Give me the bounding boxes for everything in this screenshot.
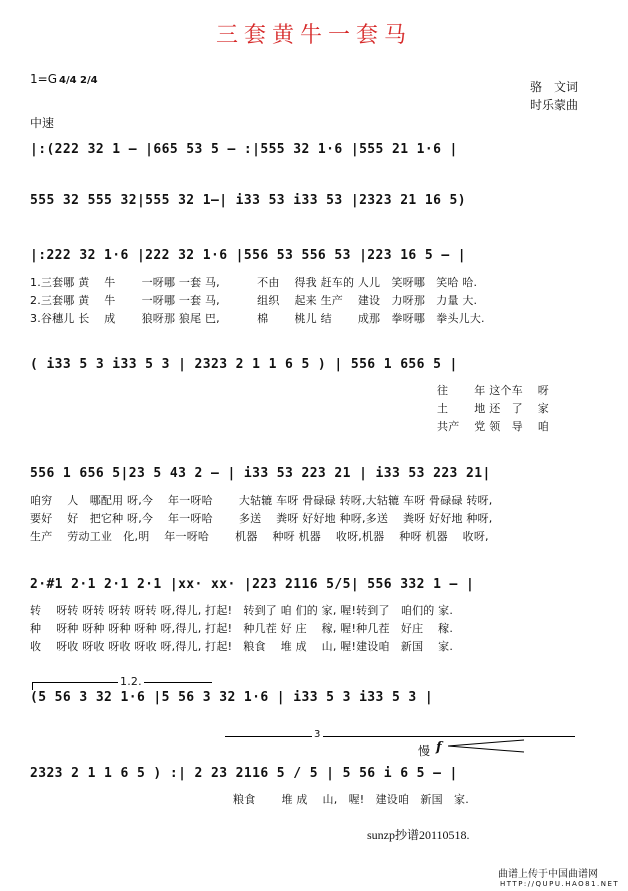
score-row-4: ( i33 5 3 i33 5 3 | 2323 2 1 1 6 5 ) | 556 1 656 5 | [30, 357, 458, 372]
lyric-verse-1-row-6: 转 呀转 呀转 呀转 呀转 呀,得儿, 打起! 转到了 咱 们的 家, 喔!转到了 咱们的 家. [30, 604, 454, 617]
lyric-verse-3-row-6: 收 呀收 呀收 呀收 呀收 呀,得儿, 打起! 粮食 堆 成 山, 喔!建设咱 新国 家. [30, 640, 454, 653]
lyric-verse-1-row-5: 咱穷 人 哪配用 呀,今 年一呀哈 大轱辘 车呀 骨碌碌 转呀,大轱辘 车呀 骨碌碌 转呀, [30, 494, 493, 507]
score-row-8: 2323 2 1 1 6 5 ) :| 2 23 2116 5 / 5 | 5 56 i 6 5 – | [30, 766, 458, 781]
score-row-5: 556 1 656 5|23 5 43 2 – | i33 53 223 21 | i33 53 223 21| [30, 466, 491, 481]
triplet-bracket [225, 736, 575, 737]
lyric-verse-3-row-3: 3.谷穗儿 长 成 狼呀那 狼尾 巴, 棉 桃儿 结 成那 拳呀哪 拳头儿大. [30, 312, 485, 325]
key-label: 1=G [30, 72, 57, 86]
volta-bracket-start [32, 682, 33, 690]
lyric-verse-3-row-5: 生产 劳动工业 化,明 年一呀哈 机器 种呀 机器 收呀,机器 种呀 机器 收呀, [30, 530, 489, 543]
lyric-verse-1-row-4: 往 年 这个车 呀 [437, 384, 549, 397]
lyric-verse-1-row-3: 1.三套哪 黄 牛 一呀哪 一套 马, 不由 得我 赶车的 人儿 笑呀哪 笑哈 哈. [30, 276, 478, 289]
time-signature: 4/4 2/4 [59, 75, 98, 86]
score-row-7: (5 56 3 32 1·6 |5 56 3 32 1·6 | i33 5 3 i33 5 3 | [30, 690, 434, 705]
dynamic-forte: f [436, 740, 442, 755]
triplet-label: 3 [314, 729, 321, 740]
lyric-verse-2-row-3: 2.三套哪 黄 牛 一呀哪 一套 马, 组织 起来 生产 建设 力呀那 力量 大. [30, 294, 478, 307]
footer-site-text: 曲谱上传于中国曲谱网 [498, 869, 598, 880]
composer: 时乐蒙曲 [530, 98, 579, 112]
crescendo-hairpin [448, 738, 528, 754]
score-row-1: |:(222 32 1 – |665 53 5 – :|555 32 1·6 |555 21 1·6 | [30, 142, 458, 157]
score-row-3: |:222 32 1·6 |222 32 1·6 |556 53 556 53 |223 16 5 – | [30, 248, 467, 263]
footer-site-url: HTTP://QUPU.HAO81.NET [500, 880, 620, 888]
lyricist: 骆 文词 [530, 80, 579, 94]
lyric-verse-3-row-4: 共产 党 领 导 咱 [437, 420, 549, 433]
key-signature [30, 72, 98, 86]
lyric-verse-2-row-5: 要好 好 把它种 呀,今 年一呀哈 多送 粪呀 好好地 种呀,多送 粪呀 好好地 种呀, [30, 512, 493, 525]
lyric-row-8: 粮食 堆 成 山, 喔! 建设咱 新国 家. [233, 793, 469, 806]
score-row-2: 555 32 555 32|555 32 1–| i33 53 i33 53 |2323 21 16 5) [30, 193, 467, 208]
lyric-verse-2-row-6: 种 呀种 呀种 呀种 呀种 呀,得儿, 打起! 种几茬 好 庄 稼, 喔!种几茬 好庄 稼. [30, 622, 454, 635]
lyric-verse-2-row-4: 土 地 还 了 家 [437, 402, 549, 415]
score-row-6: 2·#1 2·1 2·1 2·1 |xx· xx· |223 2116 5/5| 556 332 1 – | [30, 577, 475, 592]
tempo-slow: 慢 [418, 744, 431, 758]
tempo-marking: 中速 [30, 116, 55, 130]
page-title: 三套黄牛一套马 [215, 23, 412, 48]
volta-label: 1.2. [120, 675, 142, 688]
transcriber-credit: sunzp抄谱20110518. [367, 828, 470, 842]
